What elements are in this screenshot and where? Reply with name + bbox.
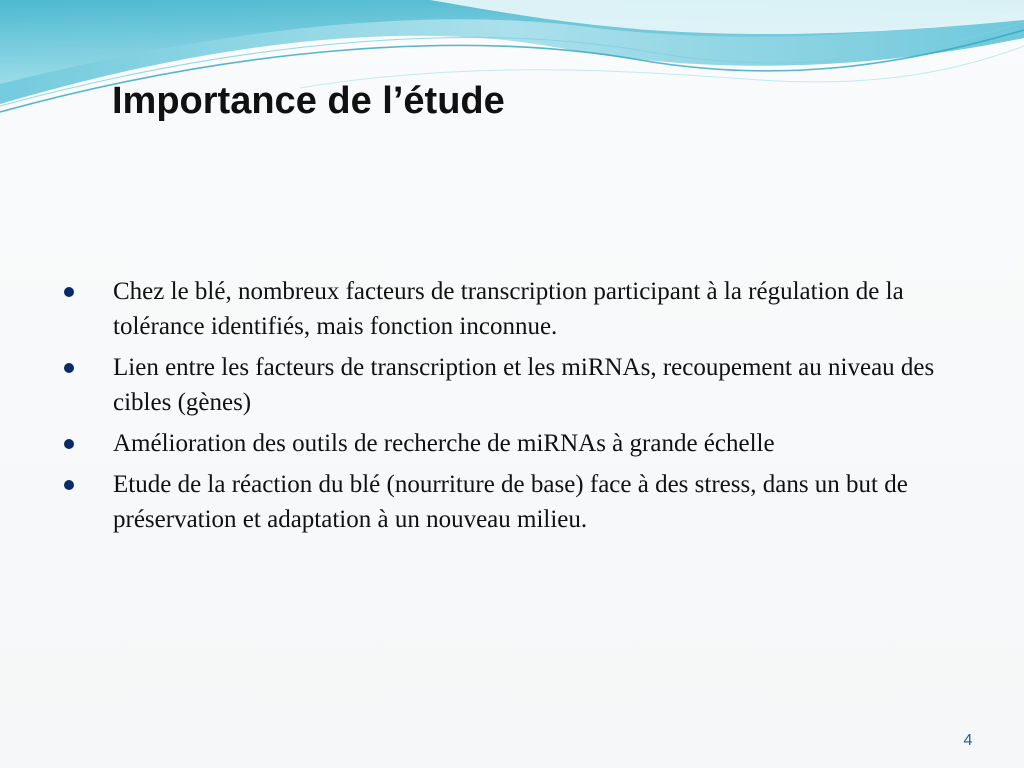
bullet-text: Etude de la réaction du blé (nourriture de base) face à des stress, dans un but de préservation et adaptation à un nouveau milieu. xyxy=(113,471,908,533)
bullet-item xyxy=(60,426,980,461)
bullet-item xyxy=(60,274,980,344)
bullet-text: Amélioration des outils de recherche de miRNAs à grande échelle xyxy=(113,430,775,457)
bullet-list xyxy=(60,274,980,543)
bullet-item xyxy=(60,467,980,537)
bullet-dot-icon xyxy=(64,439,74,449)
bullet-item xyxy=(60,350,980,420)
slide-title: Importance de l’étude xyxy=(112,80,505,122)
page-number: 4 xyxy=(963,732,973,749)
bullet-text: Chez le blé, nombreux facteurs de transcription participant à la régulation de la tolérance identifiés, mais fonction inconnue. xyxy=(113,278,904,340)
bullet-dot-icon xyxy=(64,363,74,373)
bullet-dot-icon xyxy=(64,287,74,297)
bullet-text: Lien entre les facteurs de transcription et les miRNAs, recoupement au niveau des cibles (gènes) xyxy=(113,354,935,416)
bullet-dot-icon xyxy=(64,480,74,490)
